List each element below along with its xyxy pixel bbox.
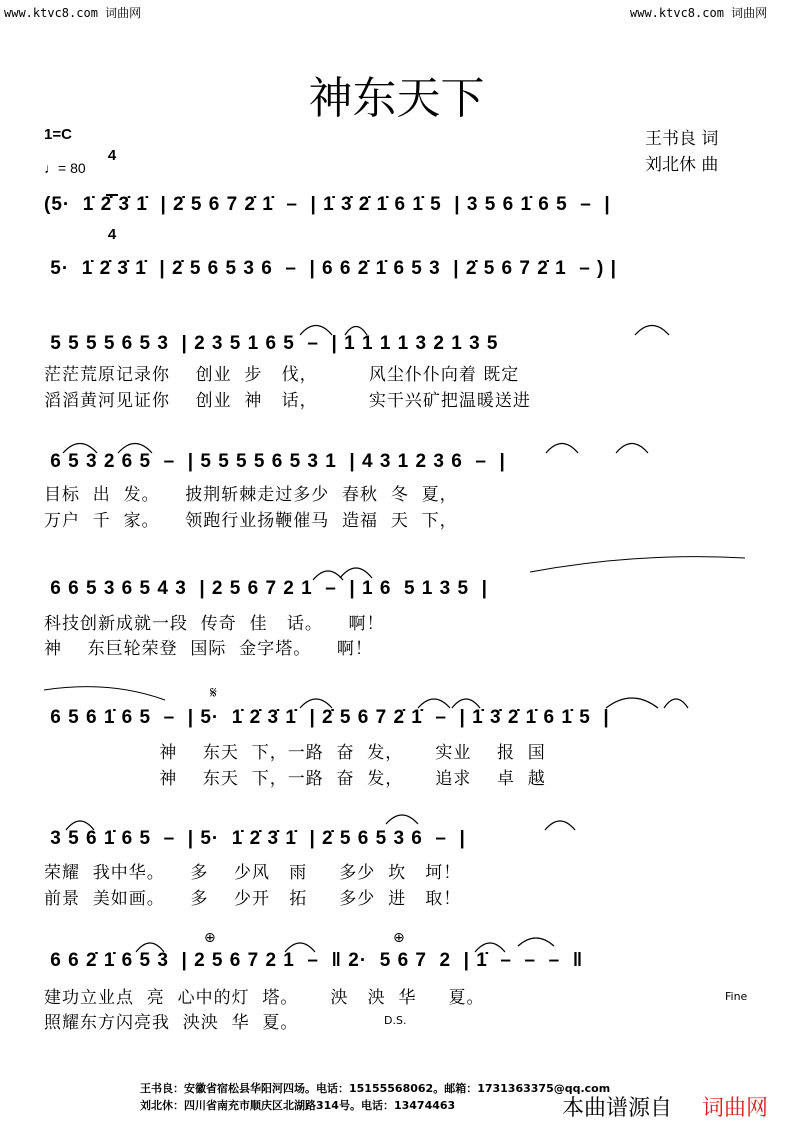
lyric-line-3a: 茫茫荒原记录你 创业 步 伐， 风尘仆仆向着 既定 <box>44 365 520 385</box>
slur <box>546 444 578 454</box>
slur <box>530 557 745 572</box>
slur <box>313 571 343 580</box>
slur <box>664 699 688 708</box>
notation-line-1: (5· 1̇ 2̇ 3̇ 1̇ | 2̇ 5 6 7 2̇ 1̇ – | 1̇ 3̇ 2̇ 1̇ 6 1̇ 5 | 3 5 6 1̇ 6 5 – | <box>44 194 611 215</box>
slur <box>545 821 575 830</box>
slur <box>136 943 164 952</box>
segno-sign: 𝄋 <box>210 683 217 702</box>
source-logo-text: 本曲谱源自 <box>562 1096 673 1121</box>
composer-credit: 刘北休 曲 <box>645 155 719 175</box>
slur <box>606 698 658 708</box>
fine-mark: Fine <box>725 990 748 1003</box>
slur <box>118 444 152 454</box>
slur <box>616 444 648 454</box>
notation-line-2: 5· 1̇ 2̇ 3̇ 1̇ | 2̇ 5 6 5 3 6 – | 6 6 2̇ 1̇ 6 5 3 | 2̇ 5 6 7 2̇ 1 – ) | <box>44 258 617 279</box>
footer-contact-2: 刘北休：四川省南充市顺庆区北湖路314号。电话：13474463 <box>140 1099 456 1112</box>
time-bottom: 4 <box>107 226 117 243</box>
slur <box>340 568 372 578</box>
lyric-line-3b: 滔滔黄河见证你 创业 神 话， 实干兴矿把温暖送进 <box>44 391 531 411</box>
ds-mark: D.S. <box>384 1014 407 1027</box>
notation-line-6: 6 5 6 1̇ 6 5 – | 5· 1̇ 2̇ 3̇ 1̇ | 2̇ 5 6 7 2̇ 1̇ – | 1̇ 3̇ 2̇ 1̇ 6 1̇ 5 | <box>44 707 610 728</box>
lyricist-credit: 王书良 词 <box>645 129 719 149</box>
slur <box>300 326 332 336</box>
watermark-right: www.ktvc8.com 词曲网 <box>630 6 768 20</box>
lyric-line-4a: 目标 出 发。 披荆斩棘走过多少 春秋 冬 夏， <box>44 485 458 505</box>
slur <box>44 687 165 700</box>
watermark-left: www.ktvc8.com 词曲网 <box>4 6 142 20</box>
coda-sign-2: ⊕ <box>393 930 405 946</box>
slur <box>63 444 97 454</box>
lyric-line-7a: 荣耀 我中华。 多 少风 雨 多少 坎 坷！ <box>44 863 462 883</box>
slur <box>418 699 450 708</box>
slur <box>635 326 669 336</box>
lyric-line-5a: 科技创新成就一段 传奇 佳 话。 啊！ <box>44 614 385 634</box>
tempo-marking: ♩= 80 <box>44 160 86 176</box>
lyric-line-6b: 神 东天 下，一路 奋 发， 追求 卓 越 <box>44 769 546 789</box>
notation-line-8: 6 6 2̇ 1̇ 6 5 3 | 2 5 6 7 2 1 – ‖ 2· 5 6 7 2 | 1̇ – – – ‖ <box>44 950 584 971</box>
lyric-line-5b: 神 东巨轮荣登 国际 金字塔。 啊！ <box>44 639 373 659</box>
lyric-line-8b: 照耀东方闪亮我 泱泱 华 夏。 <box>44 1013 299 1033</box>
key-signature: 1=C <box>44 126 72 143</box>
notation-line-3: 5 5 5 5 6 5 3 | 2 3 5 1 6 5 – | 1 1 1 1 3 2 1 3 5 <box>44 333 499 354</box>
source-logo-brand[interactable]: 词曲网 <box>702 1096 769 1121</box>
lyric-line-8a: 建功立业点 亮 心中的灯 塔。 泱 泱 华 夏。 <box>44 988 485 1008</box>
slur <box>475 943 505 952</box>
coda-sign-1: ⊕ <box>204 930 216 946</box>
slur <box>285 943 315 952</box>
slur <box>386 815 418 824</box>
slur <box>518 938 554 946</box>
notation-line-5: 6 6 5 3 6 5 4 3 | 2 5 6 7 2 1 – | 1 6 5 1 3 5 | <box>44 578 488 599</box>
slur <box>66 821 94 830</box>
lyric-line-4b: 万户 千 家。 领跑行业扬鞭催马 造福 天 下， <box>44 511 458 531</box>
notation-line-7: 3 5 6 1̇ 6 5 – | 5· 1̇ 2̇ 3̇ 1̇ | 2̇ 5 6 5 3 6 – | <box>44 828 466 849</box>
song-title: 神东天下 <box>308 73 485 124</box>
footer-contact-1: 王书良：安徽省宿松县华阳河四场。电话：15155568062。邮箱：1731363375@qq.com <box>140 1082 611 1095</box>
lyric-line-7b: 前景 美如画。 多 少开 拓 多少 进 取！ <box>44 889 462 909</box>
lyric-line-6a: 神 东天 下，一路 奋 发， 实业 报 国 <box>44 743 546 763</box>
slur <box>300 699 332 708</box>
time-top: 4 <box>107 147 117 164</box>
slur <box>345 327 367 336</box>
notation-line-4: 6 5 3 2 6 5 – | 5 5 5 5 6 5 3 1 | 4 3 1 2 3 6 – | <box>44 451 506 472</box>
slur <box>452 699 480 708</box>
